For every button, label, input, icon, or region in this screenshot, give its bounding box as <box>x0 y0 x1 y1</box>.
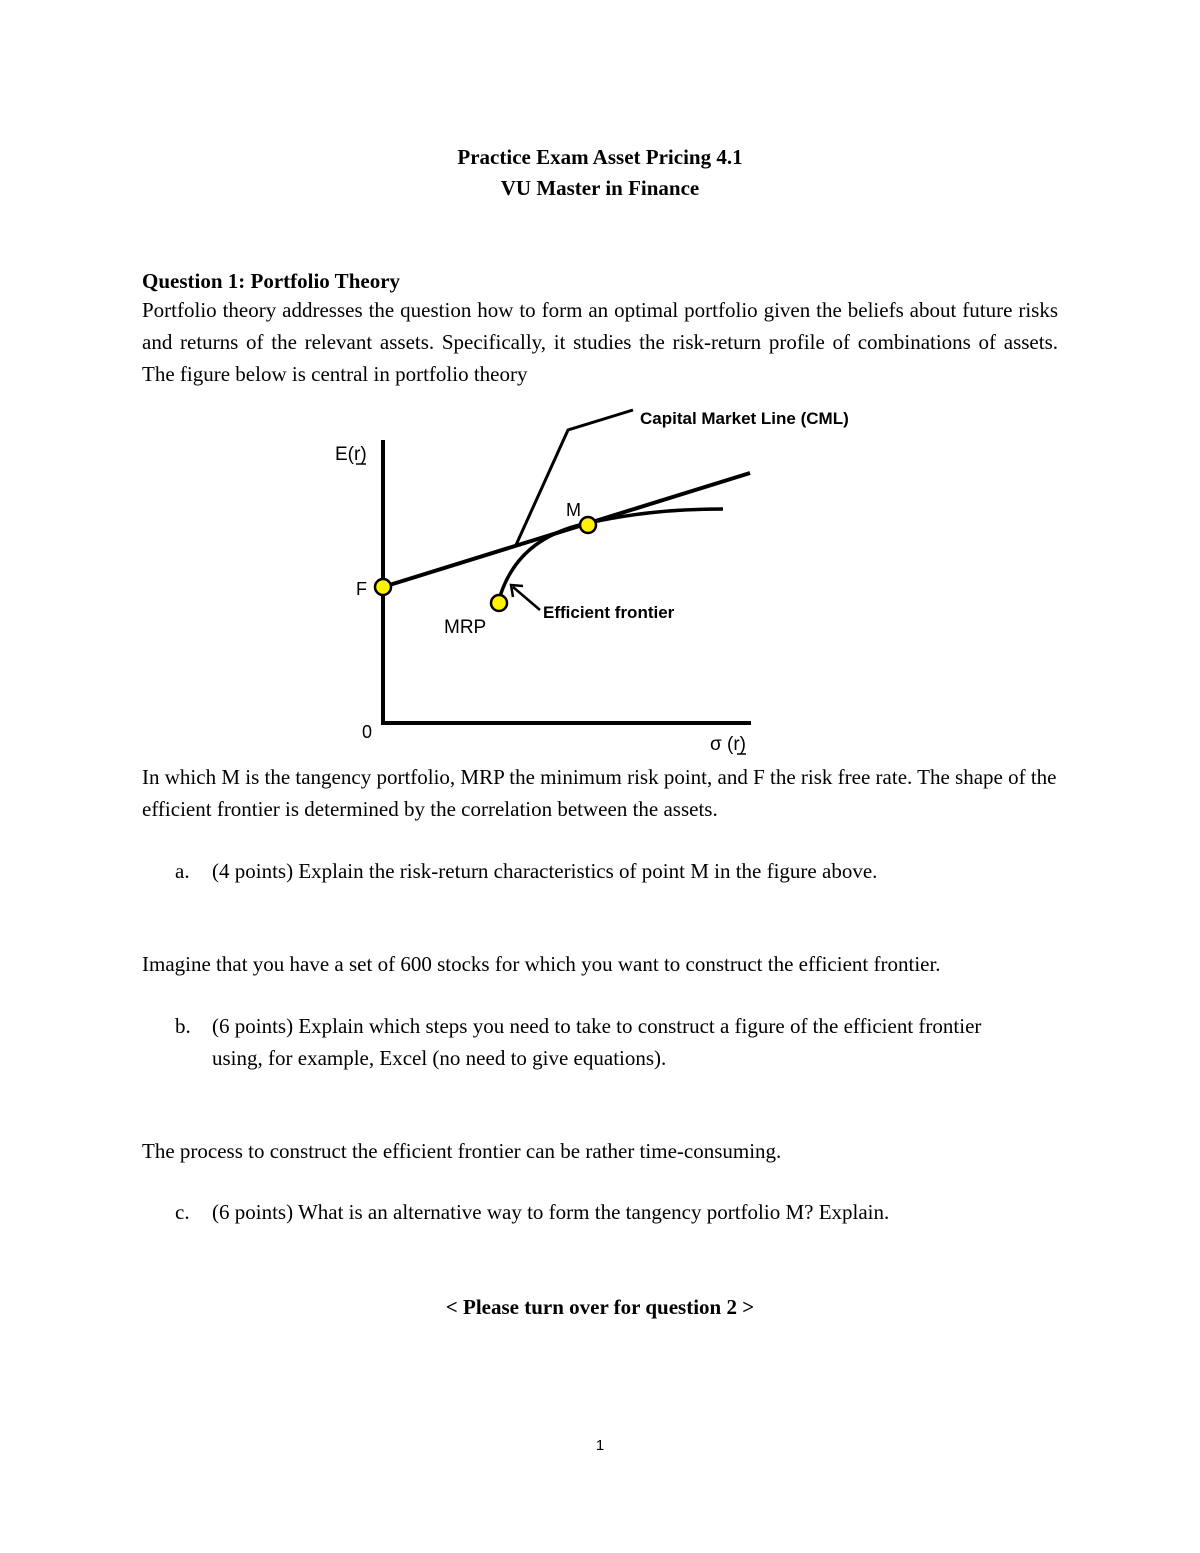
frontier-callout-arrow <box>513 587 540 610</box>
figure-explanation: In which M is the tangency portfolio, MRP the minimum risk point, and F the risk free rate. The shape of the efficient frontier is determined by the correlation between the assets. <box>142 765 1057 821</box>
point-f <box>375 579 391 595</box>
portfolio-theory-figure <box>330 398 890 758</box>
label-mrp: MRP <box>444 617 487 638</box>
question-1b <box>142 1010 1058 1074</box>
turn-over-note: < Please turn over for question 2 > <box>445 1295 755 1319</box>
question-1a <box>142 855 1058 887</box>
point-m <box>580 517 596 533</box>
question-1-intro: Portfolio theory addresses the question how to form an optimal portfolio given the beliefs about future risks and returns of the relevant assets. Specifically, it studies the risk-return profile of combinations of assets. The figure below is central in portfolio theory <box>142 298 1058 386</box>
label-m: M <box>566 500 581 520</box>
question-1b-marker: b. <box>175 1014 191 1038</box>
stocks-context: Imagine that you have a set of 600 stocks for which you want to construct the efficient frontier. <box>142 952 941 976</box>
label-efficient-frontier: Efficient frontier <box>543 603 675 622</box>
efficient-frontier-curve <box>498 509 723 603</box>
question-1a-marker: a. <box>175 859 190 883</box>
document-subtitle: VU Master in Finance <box>500 176 700 200</box>
label-origin: 0 <box>362 722 373 742</box>
capital-market-line <box>383 473 750 587</box>
process-context: The process to construct the efficient frontier can be rather time-consuming. <box>142 1139 782 1163</box>
page-number: 1 <box>595 1437 605 1454</box>
point-mrp <box>491 595 507 611</box>
question-1b-text: (6 points) Explain which steps you need to take to construct a figure of the efficient frontier using, for example, Excel (no need to give equations). <box>212 1014 982 1070</box>
question-1c-text: (6 points) What is an alternative way to form the tangency portfolio M? Explain. <box>212 1200 890 1224</box>
portfolio-diagram-svg <box>330 398 890 758</box>
label-capital-market-line: Capital Market Line (CML) <box>640 409 849 428</box>
label-x-axis: σ (r) <box>710 734 746 755</box>
question-1a-text: (4 points) Explain the risk-return characteristics of point M in the figure above. <box>212 859 878 883</box>
question-1c <box>142 1196 1058 1228</box>
question-1c-marker: c. <box>175 1200 190 1224</box>
document-title: Practice Exam Asset Pricing 4.1 <box>457 145 743 169</box>
question-1-heading: Question 1: Portfolio Theory <box>142 269 401 293</box>
label-f: F <box>356 579 367 599</box>
label-y-axis: E(r) <box>335 444 367 465</box>
